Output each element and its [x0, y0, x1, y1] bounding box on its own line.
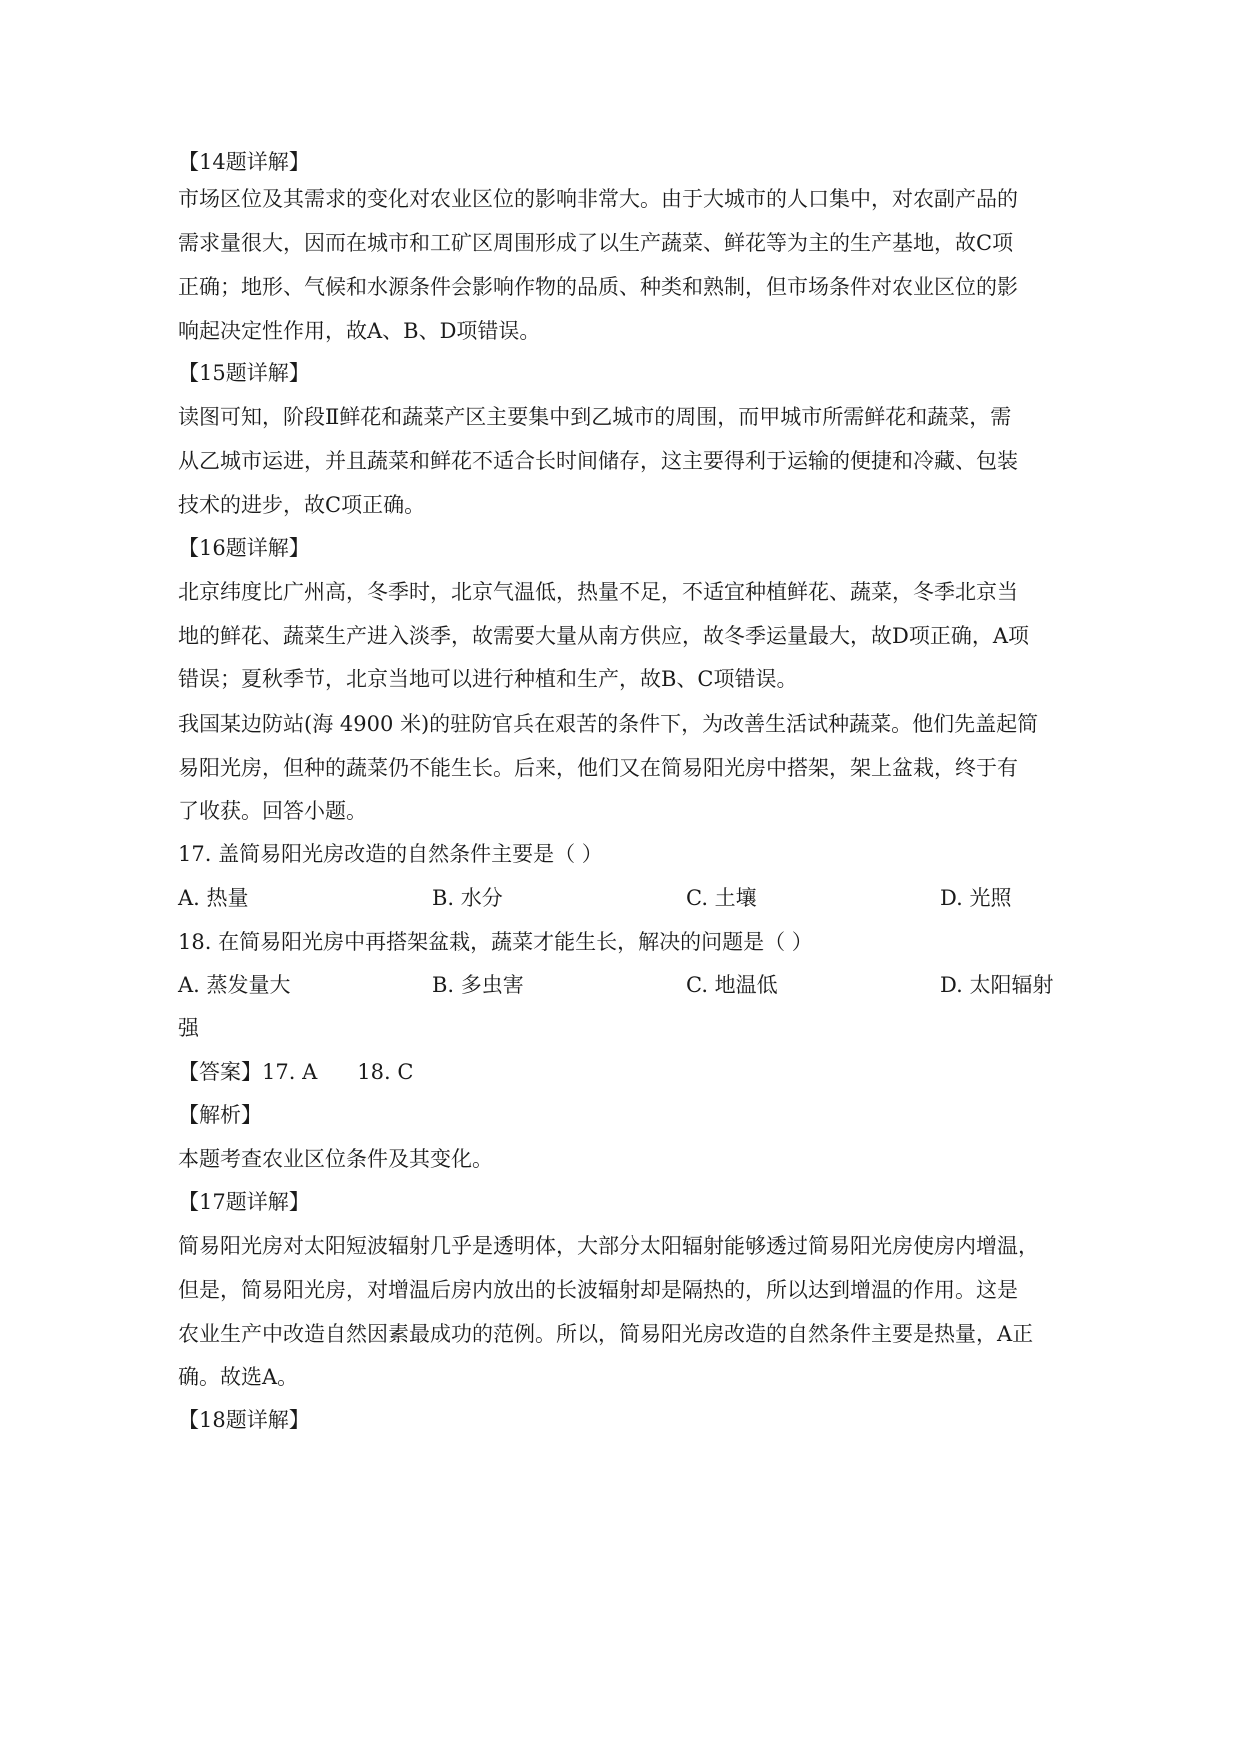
- heading-q17-detail: 【17题详解】: [178, 1190, 310, 1214]
- paragraph-line: 从乙城市运进，并且蔬菜和鲜花不适合长时间储存，这主要得利于运输的便捷和冷藏、包装: [178, 449, 1018, 473]
- paragraph-line: 技术的进步，故C项正确。: [178, 493, 426, 517]
- option-a: A. 蒸发量大: [178, 973, 291, 997]
- answer-18: 18. C: [357, 1060, 414, 1084]
- option-d-wrap: 强: [178, 1016, 199, 1040]
- question-17-stem: 17. 盖简易阳光房改造的自然条件主要是（ ）: [178, 842, 603, 866]
- question-intro-line: 了收获。回答小题。: [178, 799, 367, 823]
- paragraph-line: 地的鲜花、蔬菜生产进入淡季，故需要大量从南方供应，故冬季运量最大，故D项正确，A项: [178, 624, 1029, 648]
- option-d: D. 光照: [940, 886, 1012, 910]
- paragraph-line: 简易阳光房对太阳短波辐射几乎是透明体，大部分太阳辐射能够透过简易阳光房使房内增温，: [178, 1234, 1039, 1258]
- paragraph-line: 读图可知，阶段Ⅱ鲜花和蔬菜产区主要集中到乙城市的周围，而甲城市所需鲜花和蔬菜，需: [178, 405, 1012, 429]
- option-c: C. 地温低: [686, 973, 778, 997]
- paragraph-line: 北京纬度比广州高，冬季时，北京气温低，热量不足，不适宜种植鲜花、蔬菜，冬季北京当: [178, 580, 1018, 604]
- question-18-stem: 18. 在简易阳光房中再搭架盆栽，蔬菜才能生长，解决的问题是（ ）: [178, 930, 813, 954]
- heading-q16-detail: 【16题详解】: [178, 536, 310, 560]
- heading-q14-detail: 【14题详解】: [178, 150, 310, 174]
- option-c: C. 土壤: [686, 886, 757, 910]
- paragraph-line: 正确；地形、气候和水源条件会影响作物的品质、种类和熟制，但市场条件对农业区位的影: [178, 275, 1018, 299]
- answer-line: [178, 1057, 413, 1087]
- paragraph-line: 需求量很大，因而在城市和工矿区周围形成了以生产蔬菜、鲜花等为主的生产基地，故C项: [178, 231, 1014, 255]
- option-b: B. 多虫害: [432, 973, 524, 997]
- paragraph-line: 农业生产中改造自然因素最成功的范例。所以，简易阳光房改造的自然条件主要是热量，A正: [178, 1322, 1034, 1346]
- analysis-text: 本题考查农业区位条件及其变化。: [178, 1147, 493, 1171]
- paragraph-line: 但是，简易阳光房，对增温后房内放出的长波辐射却是隔热的，所以达到增温的作用。这是: [178, 1278, 1018, 1302]
- question-18-options: [178, 970, 1068, 1000]
- heading-q18-detail: 【18题详解】: [178, 1408, 310, 1432]
- option-d: D. 太阳辐射: [940, 973, 1054, 997]
- heading-q15-detail: 【15题详解】: [178, 361, 310, 385]
- paragraph-line: 市场区位及其需求的变化对农业区位的影响非常大。由于大城市的人口集中，对农副产品的: [178, 187, 1018, 211]
- question-intro-line: 我国某边防站(海 4900 米)的驻防官兵在艰苦的条件下，为改善生活试种蔬菜。他们先盖起简: [178, 712, 1039, 736]
- analysis-heading: 【解析】: [178, 1103, 262, 1127]
- paragraph-line: 错误；夏秋季节，北京当地可以进行种植和生产，故B、C项错误。: [178, 667, 798, 691]
- question-intro-line: 易阳光房，但种的蔬菜仍不能生长。后来，他们又在简易阳光房中搭架，架上盆栽，终于有: [178, 756, 1018, 780]
- option-b: B. 水分: [432, 886, 503, 910]
- paragraph-line: 确。故选A。: [178, 1365, 299, 1389]
- paragraph-line: 响起决定性作用，故A、B、D项错误。: [178, 319, 541, 343]
- question-17-options: [178, 883, 1068, 913]
- option-a: A. 热量: [178, 886, 249, 910]
- answer-17: 【答案】17. A: [178, 1060, 318, 1084]
